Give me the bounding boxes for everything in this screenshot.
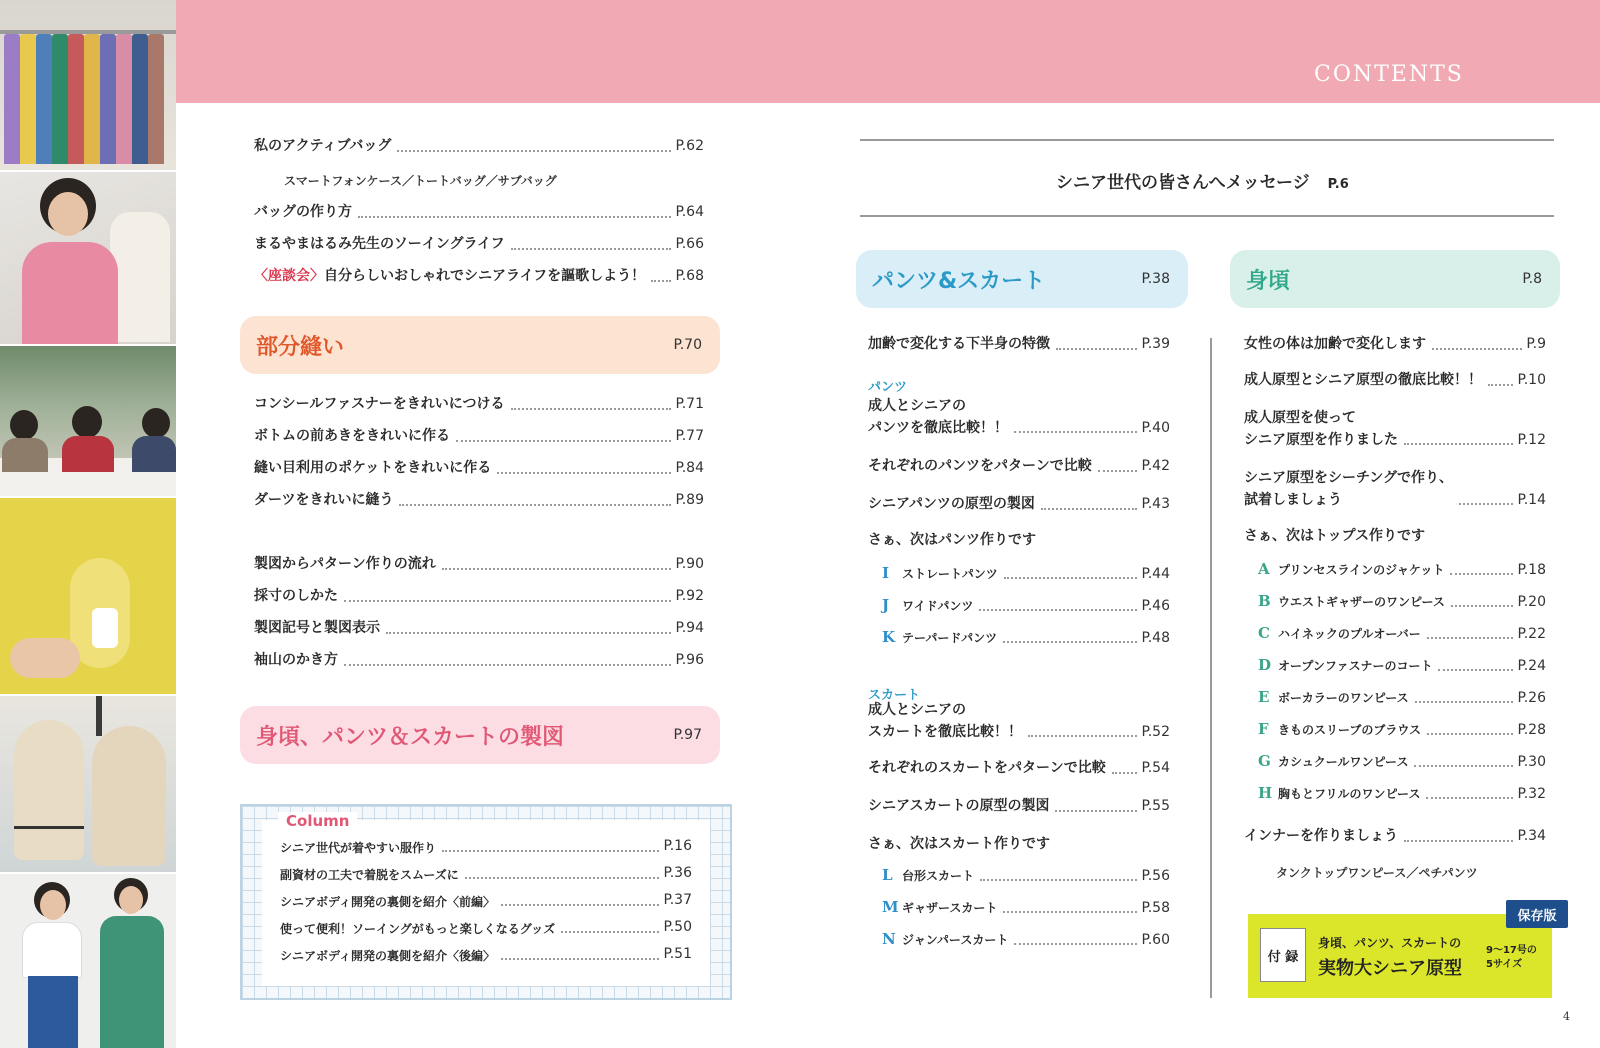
toc-entry-measuring[interactable]	[254, 586, 704, 608]
entry-page: P.84	[675, 460, 704, 476]
toc-entry-seam-pocket[interactable]	[254, 458, 704, 480]
toc-item-G[interactable]: G カシュクールワンピース P.30	[1258, 752, 1546, 770]
toc-subtitle-bags: スマートフォンケース／トートバッグ／サブバッグ	[284, 174, 557, 188]
entry-page: P.68	[675, 268, 704, 284]
entry-title: 使って便利！ソーイングがもっと楽しくなるグッズ	[280, 922, 556, 937]
entry-title: 採寸のしかた	[254, 588, 338, 604]
entry-title: シニアボディ開発の裏側を紹介〈後編〉	[280, 949, 496, 964]
toc-entry-bag-howto[interactable]	[254, 202, 704, 224]
toc-item-M[interactable]: M ギャザースカート P.58	[882, 898, 1170, 916]
divider	[860, 139, 1554, 141]
photo-dress-forms	[0, 696, 176, 872]
entry-page: P.42	[1141, 458, 1170, 474]
contents-title: CONTENTS	[1314, 62, 1464, 87]
toc-entry-pants-compare[interactable]: 成人とシニアの パンツを徹底比較！！ P.40	[868, 396, 1170, 439]
entry-title: 縫い目利用のポケットをきれいに作る	[254, 460, 492, 476]
toc-item-C[interactable]: C ハイネックのプルオーバー P.22	[1258, 624, 1546, 642]
toc-item-N[interactable]: N ジャンパースカート P.60	[882, 930, 1170, 948]
divider	[860, 215, 1554, 217]
header-banner	[176, 0, 1600, 103]
entry-title: シニアパンツの原型の製図	[868, 496, 1035, 512]
toc-item-J[interactable]: J ワイドパンツ P.46	[882, 596, 1170, 614]
entry-page: P.37	[663, 892, 692, 908]
hozonban-badge: 保存版	[1506, 900, 1568, 928]
section-title: 身頃、パンツ＆スカートの製図	[256, 724, 565, 750]
photo-roundtable	[0, 346, 176, 496]
column-entry[interactable]	[280, 944, 692, 966]
entry-title: 副資材の工夫で着脱をスムーズに	[280, 868, 459, 883]
column-entry[interactable]	[280, 863, 692, 885]
furoku-line2: 実物大シニア原型	[1318, 958, 1462, 979]
entry-title: バッグの作り方	[254, 204, 352, 220]
entry-title: ダーツをきれいに縫う	[254, 492, 394, 508]
toc-item-F[interactable]: F きものスリーブのブラウス P.28	[1258, 720, 1546, 738]
toc-entry-skirt-draft[interactable]: シニアスカートの原型の製図 P.55	[868, 798, 1170, 814]
section-page: P.70	[673, 337, 702, 353]
toc-entry-pattern-flow[interactable]	[254, 554, 704, 576]
toc-entry-front-opening[interactable]	[254, 426, 704, 448]
page-number: 4	[1563, 1010, 1570, 1023]
entry-title: 加齢で変化する下半身の特徴	[868, 336, 1050, 352]
entry-title: 袖山のかき方	[254, 652, 338, 668]
toc-item-A[interactable]: A プリンセスラインのジャケット P.18	[1258, 560, 1546, 578]
entry-page: P.71	[675, 396, 704, 412]
entry-page: P.40	[1141, 419, 1170, 436]
section-bar-seizu[interactable]	[240, 706, 720, 764]
toc-entry-sleeve-cap[interactable]	[254, 650, 704, 672]
entry-page: P.43	[1141, 496, 1170, 512]
toc-subtitle-inner: タンクトップワンピース／ペチパンツ	[1276, 866, 1478, 880]
toc-entry-genkei[interactable]: 成人原型を使って シニア原型を作りました P.12	[1244, 410, 1546, 448]
toc-item-K[interactable]: K テーパードパンツ P.48	[882, 628, 1170, 646]
furoku-line1: 身頃、パンツ、スカートの	[1318, 936, 1462, 950]
entry-title: コンシールファスナーをきれいにつける	[254, 396, 505, 412]
entry-page: P.66	[675, 236, 704, 252]
toc-item-E[interactable]: E ボーカラーのワンピース P.26	[1258, 688, 1546, 706]
entry-page: P.50	[663, 919, 692, 935]
toc-entry-drafting-symbols[interactable]	[254, 618, 704, 640]
toc-entry-genkei-compare[interactable]: 成人原型とシニア原型の徹底比較！！ P.10	[1244, 372, 1546, 388]
entry-page: P.90	[675, 556, 704, 572]
entry-page: P.64	[675, 204, 704, 220]
toc-entry-sheeting[interactable]: シニア原型をシーチングで作り、 試着しましょう P.14	[1244, 470, 1546, 508]
toc-heading-pants-make: さぁ、次はパンツ作りです	[868, 532, 1036, 548]
column-entry[interactable]	[280, 836, 692, 858]
toc-heading-tops-make: さぁ、次はトップス作りです	[1244, 528, 1426, 544]
photo-floral-dress	[0, 498, 176, 694]
toc-entry-pants-draft[interactable]	[868, 494, 1170, 516]
photo-sewing-teacher	[0, 172, 176, 344]
entry-title: シニアボディ開発の裏側を紹介〈前編〉	[280, 895, 496, 910]
toc-entry-skirt-compare[interactable]: 成人とシニアの スカートを徹底比較！！ P.52	[868, 702, 1170, 740]
entry-page: P.51	[663, 946, 692, 962]
entry-page: P.89	[675, 492, 704, 508]
toc-entry-concealed-zipper[interactable]	[254, 394, 704, 416]
toc-entry-zadankai[interactable]	[254, 266, 704, 288]
entry-page: P.96	[675, 652, 704, 668]
photo-two-women	[0, 874, 176, 1048]
zadankai-label: 〈座談会〉	[254, 268, 324, 284]
entry-page: P.16	[663, 838, 692, 854]
entry-page: P.36	[663, 865, 692, 881]
category-pants: パンツ	[868, 380, 908, 395]
toc-item-B[interactable]: B ウエストギャザーのワンピース P.20	[1258, 592, 1546, 610]
section-bar-bubun[interactable]	[240, 316, 720, 374]
entry-title: 私のアクティブバッグ	[254, 138, 392, 154]
toc-item-H[interactable]: H 胸もとフリルのワンピース P.32	[1258, 784, 1546, 802]
entry-title: ボトムの前あきをきれいに作る	[254, 428, 450, 444]
column-box	[240, 804, 732, 1000]
photo-strip	[0, 0, 176, 1048]
column-label: Column	[278, 812, 357, 830]
toc-item-I[interactable]: I ストレートパンツ P.44	[882, 564, 1170, 582]
toc-entry-pants-pattern[interactable]	[868, 456, 1170, 478]
column-divider	[1210, 338, 1212, 998]
entry-page: P.6	[1327, 177, 1349, 192]
toc-entry-darts[interactable]	[254, 490, 704, 512]
toc-entry-lower-body[interactable]	[868, 334, 1170, 356]
section-title: パンツ&スカート	[872, 268, 1046, 294]
photo-clothes-rack	[0, 0, 176, 170]
section-bar-migoro[interactable]	[1230, 250, 1560, 308]
section-page: P.8	[1522, 271, 1542, 287]
section-bar-pants-skirt[interactable]	[856, 250, 1188, 308]
entry-title: それぞれのパンツをパターンで比較	[868, 458, 1092, 474]
section-page: P.97	[673, 727, 702, 743]
toc-entry-sewing-life[interactable]	[254, 234, 704, 256]
toc-item-D[interactable]: D オープンファスナーのコート P.24	[1258, 656, 1546, 674]
section-page: P.38	[1141, 271, 1170, 287]
toc-heading-skirt-make: さぁ、次はスカート作りです	[868, 836, 1050, 852]
column-entry[interactable]	[280, 917, 692, 939]
entry-title: 自分らしいおしゃれでシニアライフを謳歌しよう！	[324, 268, 646, 284]
entry-page: P.92	[675, 588, 704, 604]
entry-page: P.94	[675, 620, 704, 636]
entry-title: まるやまはるみ先生のソーイングライフ	[254, 236, 505, 252]
entry-title: シニア世代が着やすい服作り	[280, 841, 437, 856]
entry-title: シニア世代の皆さんへメッセージ	[1056, 173, 1310, 193]
section-title: 身頃	[1246, 268, 1291, 294]
furoku-tag: 付 録	[1260, 928, 1306, 982]
toc-entry-active-bag[interactable]	[254, 136, 704, 158]
furoku-size: 9〜17号の 5サイズ	[1486, 945, 1537, 970]
toc-entry-body-change[interactable]: 女性の体は加齢で変化します P.9	[1244, 336, 1546, 352]
section-title: 部分縫い	[256, 334, 345, 360]
entry-page: P.77	[675, 428, 704, 444]
entry-page: P.62	[675, 138, 704, 154]
toc-item-L[interactable]: L 台形スカート P.56	[882, 866, 1170, 884]
entry-title: 製図からパターン作りの流れ	[254, 556, 436, 572]
message-entry[interactable]	[1056, 168, 1349, 193]
entry-title: 製図記号と製図表示	[254, 620, 380, 636]
column-entry[interactable]	[280, 890, 692, 912]
entry-page: P.39	[1141, 336, 1170, 352]
toc-entry-inner[interactable]: インナーを作りましょう P.34	[1244, 828, 1546, 844]
category-skirt: スカート	[868, 688, 921, 703]
column-inner	[262, 812, 710, 986]
toc-entry-skirt-pattern[interactable]: それぞれのスカートをパターンで比較 P.54	[868, 760, 1170, 776]
